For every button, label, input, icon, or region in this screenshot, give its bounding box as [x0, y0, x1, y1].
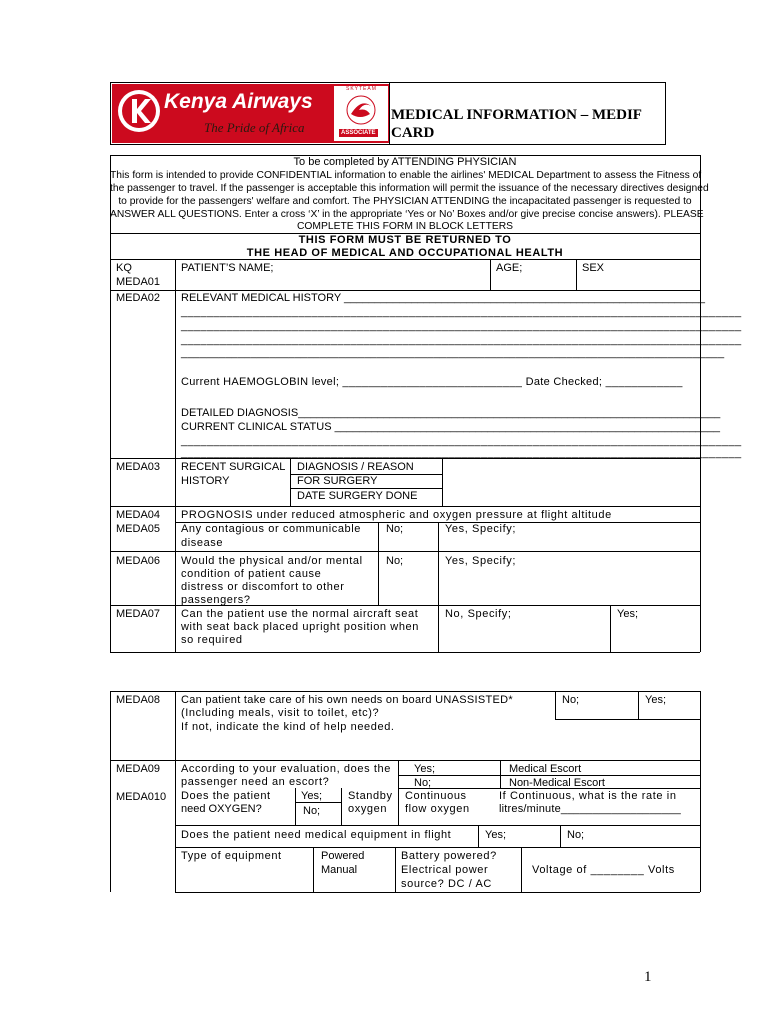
diagnosis-blank-line[interactable]: ______________________________________________________________________________________: [181, 435, 742, 447]
unassisted-question-1: Can patient take care of his own needs on board UNASSISTED*: [181, 694, 513, 706]
relevant-medical-history-field[interactable]: RELEVANT MEDICAL HISTORY ___________________________________________________________: [181, 292, 705, 304]
history-blank-line[interactable]: ______________________________________________________________________________________: [181, 347, 725, 359]
escort-question-2: passenger need an escort?: [181, 776, 330, 788]
oxygen-question-1: Does the patient: [181, 790, 271, 802]
aircraft-no-specify[interactable]: No, Specify;: [445, 608, 512, 620]
completed-by-note: To be completed by ATTENDING PHYSICIAN: [293, 156, 517, 168]
continuous-oxygen-2[interactable]: flow oxygen: [405, 803, 470, 815]
history-blank-line[interactable]: ______________________________________________________________________________________: [181, 334, 742, 346]
intro-line-2: the passenger to travel. If the passenger is acceptable this information will permit the issuance of the necessary directives designed: [110, 183, 709, 194]
history-blank-line[interactable]: ______________________________________________________________________________________: [181, 306, 742, 318]
voltage-field[interactable]: Voltage of ________ Volts: [532, 864, 675, 876]
medical-escort-option[interactable]: Medical Escort: [509, 763, 582, 775]
sex-field[interactable]: SEX: [582, 262, 605, 274]
physical-question-4: passengers?: [181, 594, 251, 606]
oxygen-no-option[interactable]: No;: [303, 805, 321, 817]
for-surgery-label: FOR SURGERY: [297, 475, 378, 487]
clinical-status-field[interactable]: CURRENT CLINICAL STATUS _______________________________________________________________: [181, 421, 721, 433]
physical-question-2: condition of patient cause: [181, 568, 322, 580]
kenya-airways-logo: [112, 84, 389, 143]
skyteam-swirl-icon: [340, 90, 382, 130]
prognosis-label: PROGNOSIS under reduced atmospheric and oxygen pressure at flight altitude: [181, 509, 612, 521]
electrical-power-1[interactable]: Electrical power: [401, 864, 489, 876]
diagnosis-reason-label: DIAGNOSIS / REASON: [297, 461, 414, 473]
date-surgery-label: DATE SURGERY DONE: [297, 490, 418, 502]
form-title-line2: CARD: [391, 125, 435, 141]
equipment-yes-option[interactable]: Yes;: [485, 829, 507, 841]
aircraft-seat-question-1: Can the patient use the normal aircraft seat: [181, 608, 419, 620]
oxygen-rate-field[interactable]: litres/minute___________________: [499, 803, 681, 815]
unassisted-no-option[interactable]: No;: [562, 694, 580, 706]
oxygen-question-2: need OXYGEN?: [181, 803, 262, 815]
equipment-question: Does the patient need medical equipment in flight: [181, 829, 452, 841]
aircraft-seat-question-3: so required: [181, 634, 243, 646]
age-field[interactable]: AGE;: [496, 262, 523, 274]
escort-yes-option[interactable]: Yes;: [414, 763, 436, 775]
kq-label: KQ: [116, 262, 132, 274]
manual-option[interactable]: Manual: [321, 864, 358, 876]
intro-line-5: COMPLETE THIS FORM IN BLOCK LETTERS: [296, 221, 514, 232]
battery-powered-question[interactable]: Battery powered?: [401, 850, 497, 862]
meda02-label: MEDA02: [116, 292, 161, 304]
meda010-label: MEDA010: [116, 791, 167, 803]
oxygen-rate-question: If Continuous, what is the rate in: [499, 790, 677, 802]
logo-tagline: The Pride of Africa: [204, 120, 305, 135]
meda03-label: MEDA03: [116, 461, 161, 473]
detailed-diagnosis-field[interactable]: DETAILED DIAGNOSIS_____________________________________________________________________: [181, 407, 721, 419]
unassisted-yes-option[interactable]: Yes;: [645, 694, 667, 706]
meda04-label: MEDA04: [116, 509, 161, 521]
meda06-label: MEDA06: [116, 555, 161, 567]
non-medical-escort-option[interactable]: Non-Medical Escort: [509, 777, 605, 789]
form-title-line1: MEDICAL INFORMATION – MEDIF: [391, 107, 642, 123]
return-instruction-1: THIS FORM MUST BE RETURNED TO: [298, 234, 512, 246]
escort-question-1: According to your evaluation, does the: [181, 763, 391, 775]
aircraft-yes-option[interactable]: Yes;: [617, 608, 639, 620]
haemoglobin-field[interactable]: Current HAEMOGLOBIN level; ____________________________ Date Checked; ____________: [181, 376, 683, 388]
associate-label: ASSOCIATE: [341, 130, 376, 136]
standby-oxygen-1[interactable]: Standby: [348, 790, 393, 802]
physical-yes-specify[interactable]: Yes, Specify;: [445, 555, 516, 567]
skyteam-text: SKYTEAM: [346, 86, 377, 92]
contagious-yes-specify[interactable]: Yes, Specify;: [445, 523, 516, 535]
patient-name-field[interactable]: PATIENT’S NAME;: [181, 262, 274, 274]
standby-oxygen-2[interactable]: oxygen: [348, 803, 388, 815]
contagious-no-option[interactable]: No;: [386, 523, 404, 535]
intro-line-1: This form is intended to provide CONFIDENTIAL information to enable the airlines' MEDICAL Department to assess the Fitness of: [110, 170, 702, 181]
meda05-label: MEDA05: [116, 523, 161, 535]
physical-question-3: distress or discomfort to other: [181, 581, 345, 593]
aircraft-seat-question-2: with seat back placed upright position when: [181, 621, 419, 633]
unassisted-question-3: If not, indicate the kind of help needed.: [181, 721, 395, 733]
meda01-label: MEDA01: [116, 276, 161, 288]
continuous-oxygen-1[interactable]: Continuous: [405, 790, 467, 802]
history-label: HISTORY: [181, 475, 230, 487]
contagious-question-1: Any contagious or communicable: [181, 523, 362, 535]
physical-no-option[interactable]: No;: [386, 555, 404, 567]
oxygen-yes-option[interactable]: Yes;: [301, 790, 323, 802]
meda08-label: MEDA08: [116, 694, 161, 706]
logo-name: Kenya Airways: [164, 90, 313, 113]
page-number: 1: [644, 969, 652, 985]
escort-no-option[interactable]: No;: [414, 777, 432, 789]
powered-option[interactable]: Powered: [321, 850, 365, 862]
history-blank-line[interactable]: ______________________________________________________________________________________: [181, 320, 742, 332]
contagious-question-2: disease: [181, 537, 224, 549]
equipment-no-option[interactable]: No;: [567, 829, 585, 841]
intro-line-4: ANSWER ALL QUESTIONS. Enter a cross ‘X’ in the appropriate ‘Yes or No’ Boxes and/or give precise concise answers). PLEASE: [110, 209, 704, 220]
unassisted-question-2: (Including meals, visit to toilet, etc)?: [181, 707, 380, 719]
diagnosis-blank-line[interactable]: ______________________________________________________________________________________: [181, 447, 742, 459]
physical-question-1: Would the physical and/or mental: [181, 555, 363, 567]
intro-line-3: to provide for the passengers' welfare and comfort. The PHYSICIAN ATTENDING the incapacitated passenger is requested to: [118, 196, 692, 207]
return-instruction-2: THE HEAD OF MEDICAL AND OCCUPATIONAL HEALTH: [246, 247, 564, 259]
kq-roundel-icon: [116, 88, 162, 134]
meda07-label: MEDA07: [116, 608, 161, 620]
meda09-label: MEDA09: [116, 763, 161, 775]
recent-surgical-label: RECENT SURGICAL: [181, 461, 286, 473]
electrical-power-2[interactable]: source? DC / AC: [401, 878, 492, 890]
type-of-equipment-label: Type of equipment: [181, 850, 282, 862]
skyteam-associate-badge: [334, 86, 388, 141]
